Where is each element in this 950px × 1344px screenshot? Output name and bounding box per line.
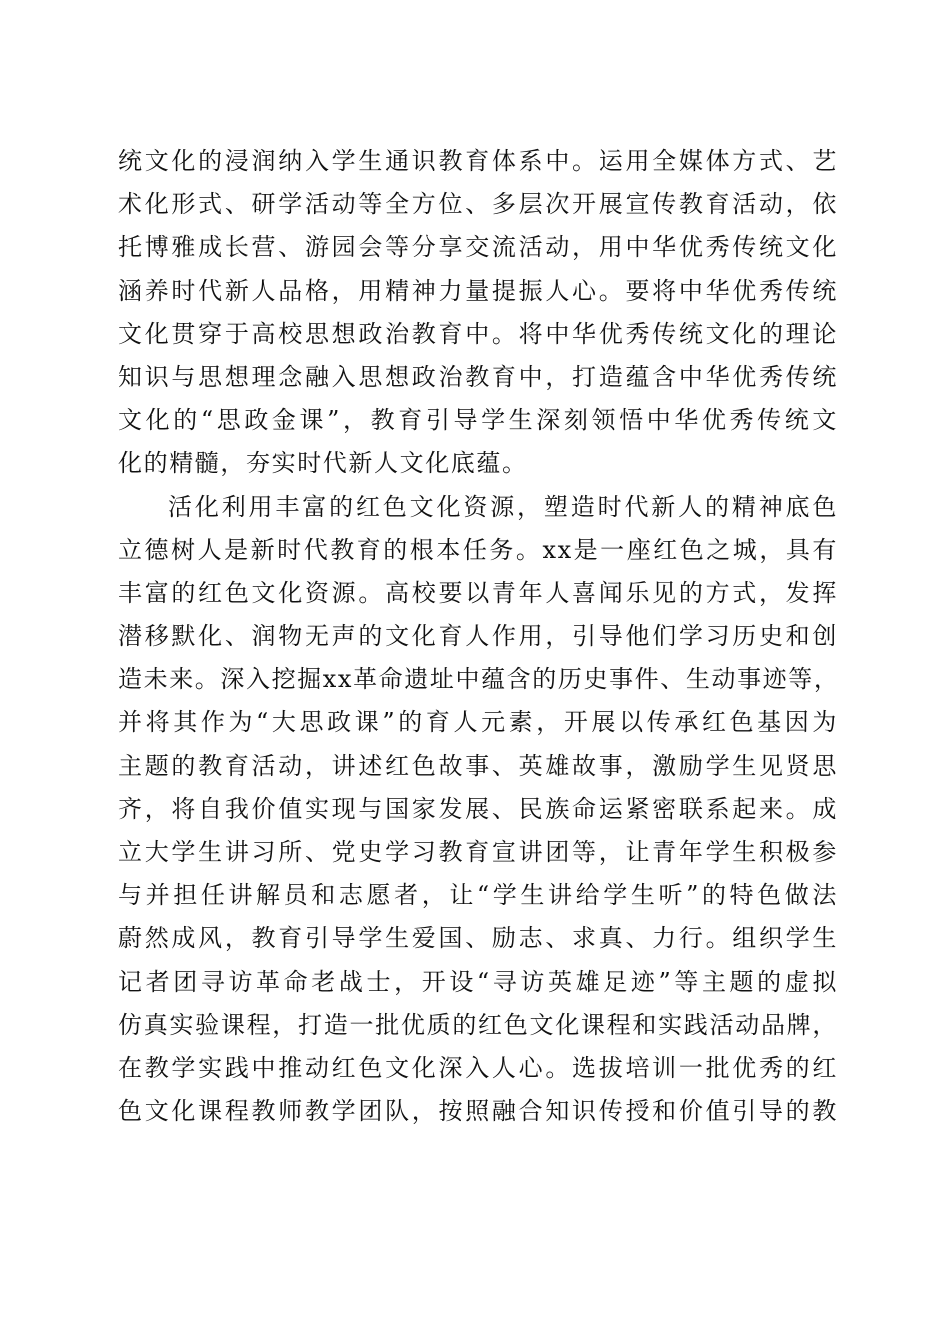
text-line: 文化贯穿于高校思想政治教育中。将中华优秀传统文化的理论: [118, 319, 838, 348]
text-line: 并将其作为“大思政课”的育人元素，开展以传承红色基因为: [118, 708, 838, 737]
text-line: 仿真实验课程，打造一批优质的红色文化课程和实践活动品牌，: [118, 1010, 838, 1039]
text-line: 立德树人是新时代教育的根本任务。xx是一座红色之城，具有: [118, 535, 838, 564]
text-line: 知识与思想理念融入思想政治教育中，打造蕴含中华优秀传统: [118, 362, 838, 391]
text-line: 丰富的红色文化资源。高校要以青年人喜闻乐见的方式，发挥: [118, 578, 838, 607]
text-line: 立大学生讲习所、党史学习教育宣讲团等，让青年学生积极参: [118, 838, 838, 866]
text-line: 统文化的浸润纳入学生通识教育体系中。运用全媒体方式、艺: [118, 147, 838, 175]
text-line: 托博雅成长营、游园会等分享交流活动，用中华优秀传统文化: [118, 233, 838, 262]
text-line: 色文化课程教师教学团队，按照融合知识传授和价值引导的教: [118, 1097, 838, 1126]
text-line: 记者团寻访革命老战士，开设“寻访英雄足迹”等主题的虚拟: [118, 967, 838, 996]
body-text: [118, 140, 838, 1133]
text-line: 造未来。深入挖掘xx革命遗址中蕴含的历史事件、生动事迹等，: [118, 665, 840, 694]
text-line: 化的精髓，夯实时代新人文化底蕴。: [118, 449, 528, 478]
text-line: 涵养时代新人品格，用精神力量提振人心。要将中华优秀传统: [118, 276, 838, 305]
text-line: 在教学实践中推动红色文化深入人心。选拔培训一批优秀的红: [118, 1053, 838, 1082]
section-heading-line: 活化利用丰富的红色文化资源，塑造时代新人的精神底色: [168, 492, 838, 521]
text-line: 文化的“思政金课”，教育引导学生深刻领悟中华优秀传统文: [118, 406, 838, 435]
text-line: 潜移默化、润物无声的文化育人作用，引导他们学习历史和创: [118, 622, 838, 651]
text-line: 齐，将自我价值实现与国家发展、民族命运紧密联系起来。成: [118, 794, 838, 823]
text-line: 蔚然成风，教育引导学生爱国、励志、求真、力行。组织学生: [118, 924, 838, 953]
text-line: 术化形式、研学活动等全方位、多层次开展宣传教育活动，依: [118, 190, 838, 219]
text-line: 主题的教育活动，讲述红色故事、英雄故事，激励学生见贤思: [118, 751, 838, 780]
text-line: 与并担任讲解员和志愿者，让“学生讲给学生听”的特色做法: [118, 881, 838, 910]
